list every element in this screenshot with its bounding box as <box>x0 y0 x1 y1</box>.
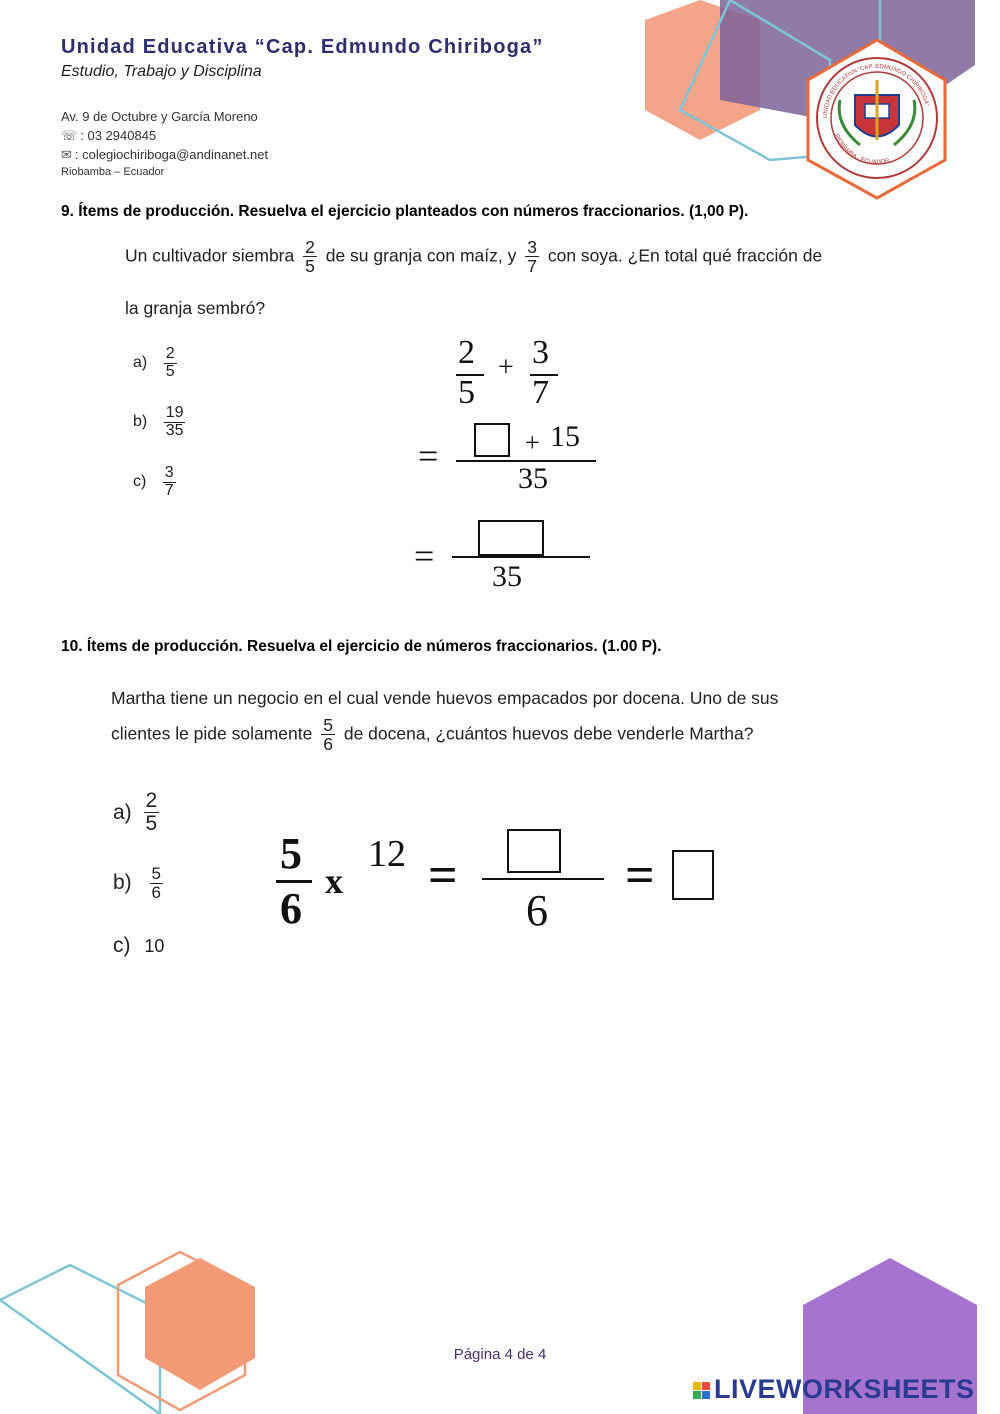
q10-stmt-fraction <box>321 716 335 754</box>
q9-heading: 9. Ítems de producción. Resuelva el ejercicio planteados con números fraccionarios. (1,00 P). <box>61 203 749 220</box>
option-label: a) <box>113 800 132 824</box>
q10-option-a[interactable] <box>113 790 163 835</box>
school-motto: Estudio, Trabajo y Disciplina <box>61 63 262 80</box>
work-num: 5 <box>280 829 302 878</box>
work-plus-2: + <box>525 428 540 457</box>
work-times: x <box>325 861 343 901</box>
work-equals-1: = <box>428 847 458 904</box>
q10-stmt-part1: clientes le pide solamente <box>111 723 313 744</box>
q9-stmt-fraction-2 <box>525 238 539 276</box>
work-den-2: 35 <box>518 462 548 495</box>
fraction-numerator: 5 <box>323 715 333 735</box>
work-frac-b-num: 3 <box>532 334 549 371</box>
q9-answer-box-1[interactable] <box>474 423 510 457</box>
work-bar <box>482 878 604 880</box>
option-fraction <box>144 790 160 835</box>
q10-heading: 10. Ítems de producción. Resuelva el ejercicio de números fraccionarios. (1.00 P). <box>61 638 662 655</box>
svg-text:RIOBAMBA - ECUADOR: RIOBAMBA - ECUADOR <box>833 133 891 166</box>
q10-statement <box>111 716 911 754</box>
school-address: Av. 9 de Octubre y García Moreno <box>61 109 258 124</box>
school-name: Unidad Educativa “Cap. Edmundo Chiriboga” <box>61 36 544 58</box>
q9-option-b[interactable] <box>133 405 189 440</box>
fraction-denominator: 7 <box>164 481 174 499</box>
option-fraction <box>164 405 186 440</box>
work-equals-1: = <box>418 436 439 476</box>
option-label: a) <box>133 354 148 372</box>
q9-statement <box>125 238 905 276</box>
fraction-denominator: 5 <box>165 362 175 380</box>
fraction-numerator: 3 <box>527 237 537 257</box>
liveworksheets-brand[interactable] <box>693 1374 975 1405</box>
option-label: c) <box>133 473 147 491</box>
q9-option-c[interactable] <box>133 465 180 500</box>
q10-answer-box-1[interactable] <box>507 829 561 873</box>
work-equals-2: = <box>625 847 655 904</box>
fraction-numerator: 5 <box>151 864 161 883</box>
q10-stmt-line1: Martha tiene un negocio en el cual vende huevos empacados por docena. Uno de sus <box>111 688 779 708</box>
fraction-denominator: 6 <box>151 882 161 902</box>
fraction-denominator: 7 <box>527 256 537 277</box>
q9-stmt-part2: de su granja con maíz, y <box>325 245 517 266</box>
school-phone <box>61 128 156 144</box>
phone-number: : 03 2940845 <box>80 128 157 143</box>
q9-stmt-fraction-1 <box>303 238 317 276</box>
work-frac-a-num: 2 <box>458 334 475 371</box>
work-frac-b-den: 7 <box>532 374 549 411</box>
page-number: Página 4 de 4 <box>453 1346 547 1363</box>
q10-stmt-part2: de docena, ¿cuántos huevos debe venderle Martha? <box>343 723 754 744</box>
fraction-denominator: 5 <box>305 256 315 277</box>
q9-stmt-line2: la granja sembró? <box>125 298 266 318</box>
q9-option-a[interactable] <box>133 346 181 381</box>
option-fraction <box>164 346 177 381</box>
phone-icon: ☏ <box>61 128 78 143</box>
fraction-numerator: 3 <box>164 464 174 481</box>
option-fraction <box>163 465 176 500</box>
q9-answer-box-2[interactable] <box>478 520 544 556</box>
mail-icon: ✉ <box>61 147 72 162</box>
work-bar-3 <box>452 556 590 558</box>
fraction-denominator: 5 <box>145 812 158 836</box>
fraction-numerator: 2 <box>165 345 175 362</box>
q10-option-c[interactable] <box>113 934 164 958</box>
q10-answer-box-2[interactable] <box>672 850 714 900</box>
brand-text: LIVEWORKSHEETS <box>714 1374 975 1404</box>
email-address: : colegiochiriboga@andinanet.net <box>74 147 269 162</box>
svg-text:UNIDAD EDUCATIVA "CAP. EDMUNDO: UNIDAD EDUCATIVA "CAP. EDMUNDO CHIRIBOGA" <box>822 63 930 119</box>
work-equals-2: = <box>414 536 435 576</box>
work-frac-a-den: 5 <box>458 374 475 411</box>
work-den: 6 <box>280 884 302 933</box>
work-den-2: 6 <box>526 886 548 935</box>
option-fraction <box>150 865 163 902</box>
q10-option-b[interactable] <box>113 865 167 902</box>
fraction-numerator: 2 <box>305 237 315 257</box>
work-partial: 15 <box>550 420 580 453</box>
q9-stmt-part3: con soya. ¿En total qué fracción de <box>547 245 823 266</box>
fraction-numerator: 2 <box>145 789 158 812</box>
q9-stmt-part1: Un cultivador siembra <box>125 245 295 266</box>
option-label: c) <box>113 934 131 958</box>
fraction-denominator: 6 <box>323 734 333 755</box>
fraction-numerator: 19 <box>165 404 184 421</box>
liveworksheets-logo-icon <box>693 1382 710 1399</box>
work-plus: + <box>498 352 514 383</box>
option-label: b) <box>133 413 148 431</box>
school-email <box>61 147 268 163</box>
fraction-denominator: 35 <box>165 421 184 439</box>
option-value: 10 <box>144 936 165 956</box>
option-label: b) <box>113 871 132 895</box>
school-city: Riobamba – Ecuador <box>61 166 165 178</box>
work-factor: 12 <box>368 833 406 875</box>
work-den-3: 35 <box>492 560 522 593</box>
